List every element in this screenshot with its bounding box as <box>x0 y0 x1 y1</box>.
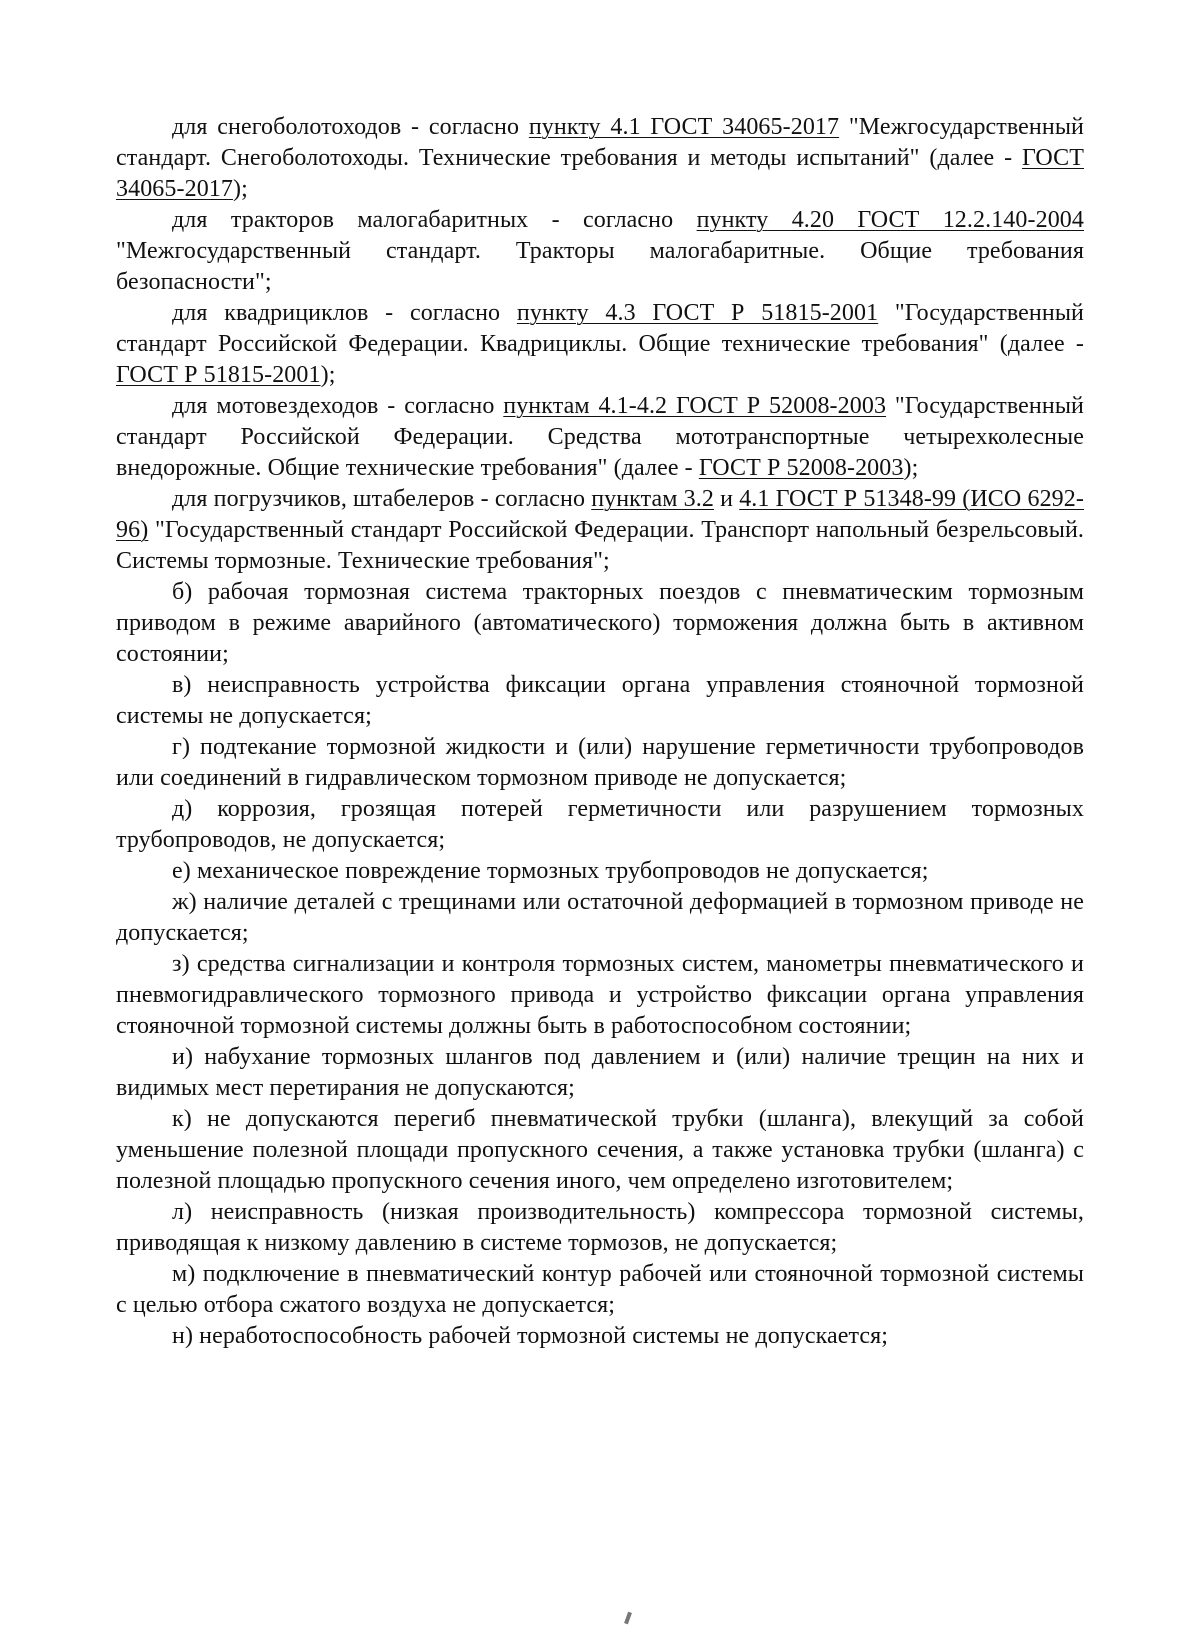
paragraph-text: для снегоболотоходов - согласно <box>172 114 529 140</box>
paragraph-text: ); <box>903 455 919 481</box>
paragraph-text: л) неисправность (низкая производительность) компрессора тормозной системы, приводящая к низкому давлению в системе тормозов, не допускается; <box>116 1199 1084 1256</box>
document-link[interactable]: пункту 4.20 ГОСТ 12.2.140-2004 <box>696 207 1085 233</box>
paragraph-text: для погрузчиков, штабелеров - согласно <box>172 486 592 512</box>
paragraph-item-l <box>116 1197 1084 1259</box>
paragraph-text: е) механическое повреждение тормозных трубопроводов не допускается; <box>172 858 929 884</box>
paragraph-item-v <box>116 670 1084 732</box>
paragraph-text: ); <box>320 362 336 388</box>
paragraph-item-g <box>116 732 1084 794</box>
paragraph-text: "Государственный стандарт Российской Федерации. Средства мототранспортные четырехколесные внедорожные. Общие технические требования" (далее - <box>116 393 1084 481</box>
paragraph-item-i <box>116 1042 1084 1104</box>
paragraph-item-k <box>116 1104 1084 1197</box>
paragraph-kvadricikly <box>116 298 1084 391</box>
paragraph-text: и) набухание тормозных шлангов под давлением и (или) наличие трещин на них и видимых мест перетирания не допускаются; <box>116 1044 1084 1101</box>
paragraph-text: н) неработоспособность рабочей тормозной системы не допускается; <box>172 1323 889 1349</box>
paragraph-text: д) коррозия, грозящая потерей герметичности или разрушением тормозных трубопроводов, не допускается; <box>116 796 1084 853</box>
paragraph-text: в) неисправность устройства фиксации органа управления стояночной тормозной системы не допускается; <box>116 672 1084 729</box>
paragraph-text: для тракторов малогабаритных - согласно <box>172 207 697 233</box>
paragraph-text: з) средства сигнализации и контроля тормозных систем, манометры пневматического и пневмогидравлического тормозного привода и устройство фиксации органа управления стояночной тормозной системы должны быть в работоспособном состоянии; <box>116 951 1084 1039</box>
paragraph-traktory-malogabaritnye <box>116 205 1084 298</box>
document-link[interactable]: пункту 4.3 ГОСТ Р 51815-2001 <box>516 300 879 326</box>
paragraph-pogruzchiki <box>116 484 1084 577</box>
paragraph-text: "Межгосударственный стандарт. Тракторы малогабаритные. Общие требования безопасности"; <box>116 238 1084 295</box>
paragraph-text: б) рабочая тормозная система тракторных поездов с пневматическим тормозным приводом в режиме аварийного (автоматического) торможения должна быть в активном состоянии; <box>116 579 1084 667</box>
document-body <box>116 112 1084 1352</box>
paragraph-item-e <box>116 856 1084 887</box>
document-link[interactable]: ГОСТ Р 52008-2003 <box>698 455 904 481</box>
paragraph-text: ); <box>233 176 248 202</box>
paragraph-item-d <box>116 794 1084 856</box>
document-link[interactable]: пунктам 4.1-4.2 ГОСТ Р 52008-2003 <box>503 393 887 419</box>
document-link[interactable]: ГОСТ 34065-2017 <box>116 145 1084 202</box>
paragraph-text: к) не допускаются перегиб пневматической трубки (шланга), влекущий за собой уменьшение полезной площади пропускного сечения, а также установка трубки (шланга) с полезной площадью пропускного сечения иного, чем определено изготовителем; <box>116 1106 1084 1194</box>
document-link[interactable]: ГОСТ Р 51815-2001 <box>116 362 321 388</box>
paragraph-item-b <box>116 577 1084 670</box>
paragraph-text: "Государственный стандарт Российской Федерации. Квадрициклы. Общие технические требования" (далее - <box>116 300 1084 357</box>
paragraph-text: ж) наличие деталей с трещинами или остаточной деформацией в тормозном приводе не допускается; <box>116 889 1084 946</box>
paragraph-item-n <box>116 1321 1084 1352</box>
paragraph-text: "Государственный стандарт Российской Федерации. Транспорт напольный безрельсовый. Системы тормозные. Технические требования"; <box>116 517 1084 574</box>
paragraph-motovezdehody <box>116 391 1084 484</box>
paragraph-text: и <box>713 486 740 512</box>
document-link[interactable]: пункту 4.1 ГОСТ 34065-2017 <box>528 114 840 140</box>
paragraph-snegobolotohody <box>116 112 1084 205</box>
scan-mark <box>624 1612 632 1625</box>
paragraph-text: для мотовездеходов - согласно <box>172 393 504 419</box>
document-link[interactable]: 4.1 ГОСТ Р 51348-99 (ИСО 6292-96) <box>116 486 1084 543</box>
document-link[interactable]: пунктам 3.2 <box>591 486 714 512</box>
paragraph-item-z <box>116 949 1084 1042</box>
paragraph-text: м) подключение в пневматический контур рабочей или стояночной тормозной системы с целью отбора сжатого воздуха не допускается; <box>116 1261 1084 1318</box>
paragraph-item-zh <box>116 887 1084 949</box>
paragraph-text: "Межгосударственный стандарт. Снегоболотоходы. Технические требования и методы испытаний" (далее - <box>116 114 1084 171</box>
paragraph-item-m <box>116 1259 1084 1321</box>
paragraph-text: для квадрициклов - согласно <box>172 300 517 326</box>
paragraph-text: г) подтекание тормозной жидкости и (или) нарушение герметичности трубопроводов или соединений в гидравлическом тормозном приводе не допускается; <box>116 734 1084 791</box>
